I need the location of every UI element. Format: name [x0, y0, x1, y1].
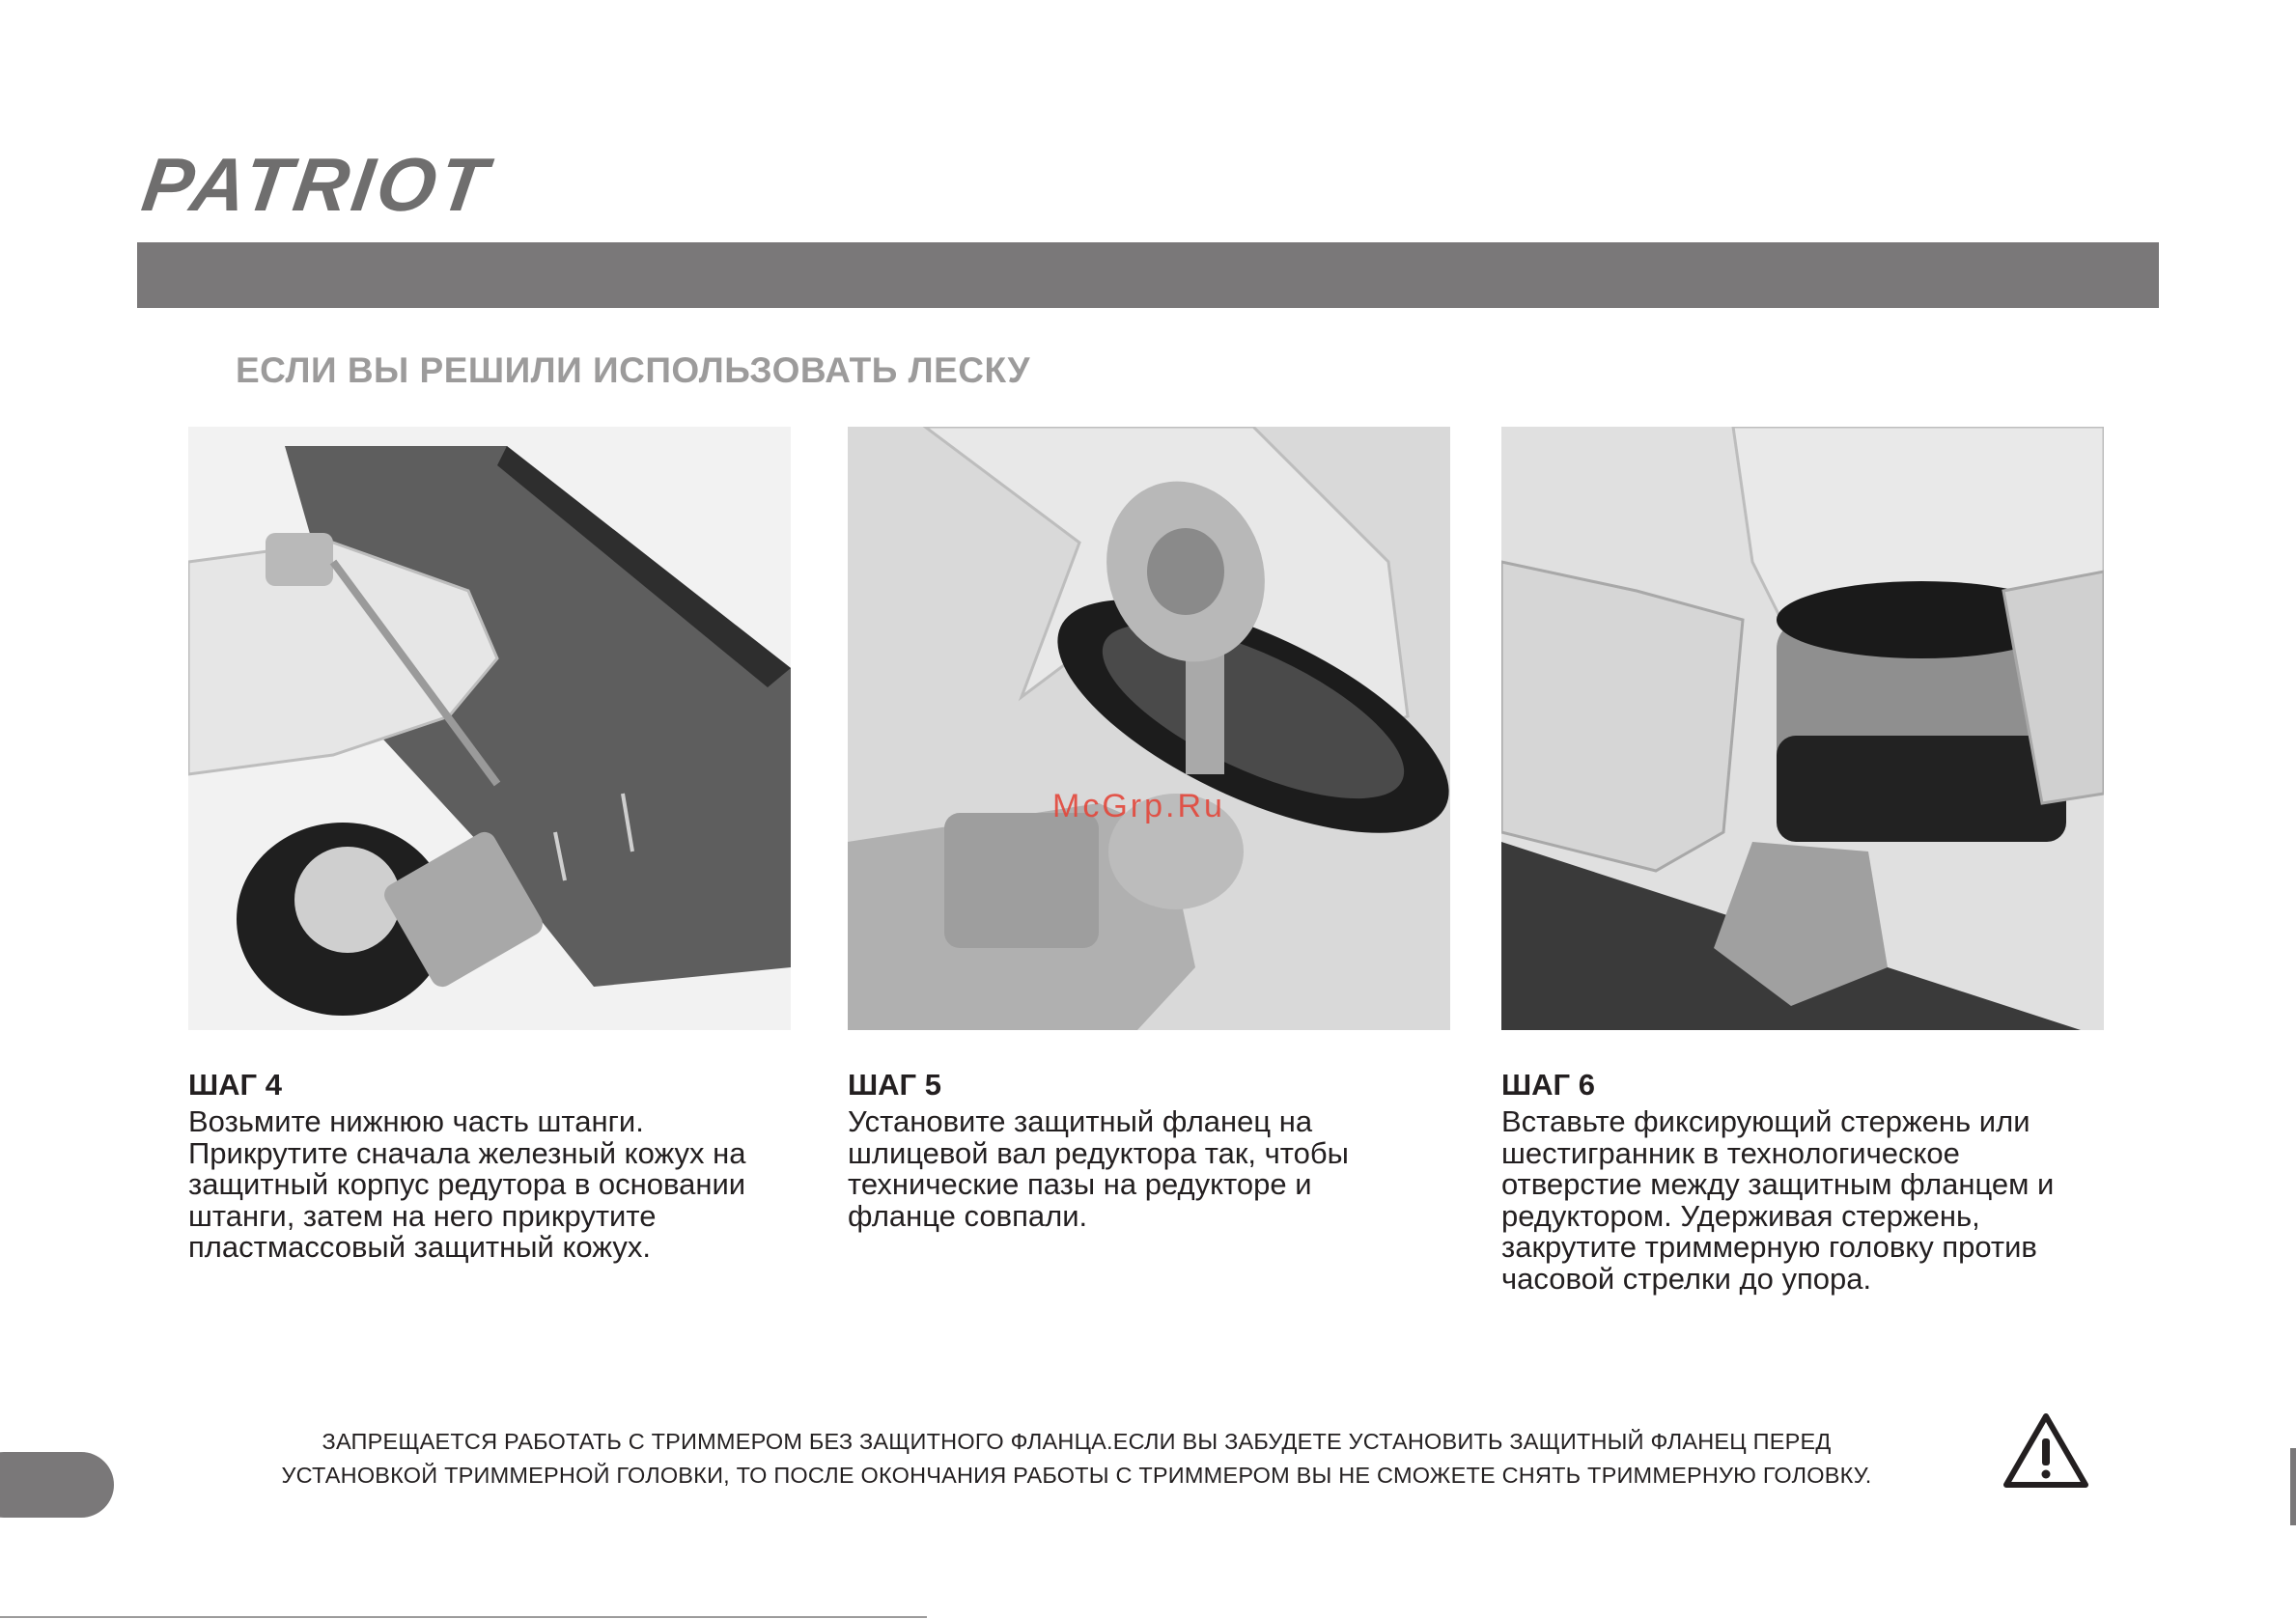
step-5-line: шлицевой вал редуктора так, чтобы — [848, 1135, 1349, 1170]
step-6-line: редуктором. Удерживая стержень, — [1501, 1198, 1980, 1233]
step-4-photo — [188, 427, 791, 1030]
step-5-text — [848, 1106, 1466, 1232]
step-6-title: ШАГ 6 — [1501, 1068, 1595, 1102]
page-tab — [0, 1452, 114, 1518]
section-title: ЕСЛИ ВЫ РЕШИЛИ ИСПОЛЬЗОВАТЬ ЛЕСКУ — [236, 350, 1030, 390]
step-5-line: Установите защитный фланец на — [848, 1104, 1313, 1138]
step-6-line: закрутите триммерную головку против — [1501, 1230, 2037, 1264]
step-6-line: Вставьте фиксирующий стержень или — [1501, 1104, 2030, 1138]
step-4-line: защитный корпус редутора в основании — [188, 1167, 746, 1201]
step-4-title: ШАГ 4 — [188, 1068, 282, 1102]
step-6-text — [1501, 1106, 2119, 1295]
step-6-line: отверстие между защитным фланцем и — [1501, 1167, 2055, 1201]
bottom-rule — [0, 1616, 927, 1618]
step-6-line: часовой стрелки до упора. — [1501, 1261, 1872, 1296]
step-4-line: Прикрутите сначала железный кожух на — [188, 1135, 746, 1170]
step-5-photo — [848, 427, 1450, 1030]
step-5-title: ШАГ 5 — [848, 1068, 941, 1102]
step-4-line: штанги, затем на него прикрутите — [188, 1198, 657, 1233]
step-6-photo — [1501, 427, 2104, 1030]
step-5-line: фланце совпали. — [848, 1198, 1088, 1233]
watermark: McGrp.Ru — [1052, 788, 1225, 824]
right-edge-tab — [2290, 1448, 2296, 1525]
warning-line-1: ЗАПРЕЩАЕТСЯ РАБОТАТЬ С ТРИММЕРОМ БЕЗ ЗАЩИТНОГО ФЛАНЦА.ЕСЛИ ВЫ ЗАБУДЕТЕ УСТАНОВИТЬ ЗАЩИТНЫЙ ФЛАНЕЦ ПЕРЕД — [322, 1429, 1832, 1454]
patriot-logo: PATRIOT — [137, 142, 496, 227]
step-4-line: пластмассовый защитный кожух. — [188, 1230, 651, 1264]
step-6-line: шестигранник в технологическое — [1501, 1135, 1960, 1170]
step-5-line: технические пазы на редукторе и — [848, 1167, 1312, 1201]
warning-triangle-icon — [2002, 1411, 2089, 1489]
step-4-text — [188, 1106, 806, 1264]
warning-line-2: УСТАНОВКОЙ ТРИММЕРНОЙ ГОЛОВКИ, ТО ПОСЛЕ ОКОНЧАНИЯ РАБОТЫ С ТРИММЕРОМ ВЫ НЕ СМОЖЕТЕ СНЯТЬ ТРИММЕРНУЮ ГОЛОВКУ. — [281, 1463, 1872, 1488]
header-bar — [137, 242, 2159, 308]
step-4-line: Возьмите нижнюю часть штанги. — [188, 1104, 644, 1138]
warning-text — [183, 1425, 1970, 1493]
